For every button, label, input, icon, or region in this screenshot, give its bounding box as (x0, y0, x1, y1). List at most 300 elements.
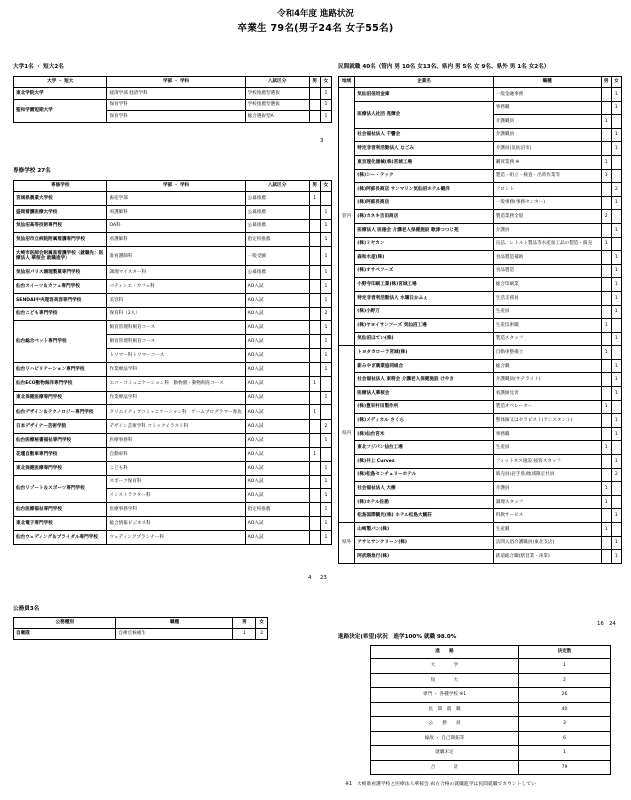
male-count: 1 (601, 155, 611, 169)
univ-table (13, 76, 332, 123)
female-count: 1 (320, 111, 331, 123)
job-type: 介護員(気仙沼市) (493, 142, 601, 156)
table-row (14, 629, 268, 640)
table-row (339, 210, 622, 224)
department: 調理マイスター科 (107, 266, 245, 280)
female-count: 1 (611, 223, 621, 237)
department: こども科 (107, 461, 245, 475)
table-row (339, 291, 622, 305)
table-row (14, 321, 332, 335)
female-count (320, 376, 331, 391)
admission-type: AO入試 (245, 391, 309, 405)
admission-type: 公募推薦 (245, 219, 309, 233)
male-count (309, 516, 320, 530)
school-name: SENDAI中央理容美容専門学校 (14, 293, 107, 307)
male-count (601, 509, 611, 523)
male-count (309, 461, 320, 475)
department: クリエイティブコミュニケーション科 ゲームプログラマー専攻 (107, 405, 245, 420)
female-count (320, 192, 331, 206)
department: 看護師科 (107, 233, 245, 247)
male-count (601, 305, 611, 319)
company-name: 社会福祉法人 千響会 (355, 128, 493, 142)
school-name: 宮城県農業大学校 (14, 192, 107, 206)
koumu-table (13, 617, 268, 640)
school-name: 聖和学園短期大学 (14, 99, 107, 122)
department: 飼育管理科飼育コース (107, 321, 245, 335)
admission-type: AO入試 (245, 461, 309, 475)
admission-type: AO入試 (245, 279, 309, 293)
table-row (339, 441, 622, 455)
job-type: フロント (493, 183, 601, 197)
minkan-total-male: 16 (597, 621, 604, 627)
job-type: 購買業務 ※ (493, 155, 601, 169)
company-name: 特定非営利活動法人 水曜日かふぇ (355, 291, 493, 305)
path-label: 民 間 就 職 (371, 702, 519, 717)
page-title: 令和4年度 進路状況 (277, 9, 354, 19)
male-count: 1 (309, 405, 320, 420)
table-row (339, 346, 622, 360)
female-count (611, 346, 621, 360)
table-row (339, 223, 622, 237)
job-type: 看護師見習 (493, 387, 601, 401)
department: 准看護師科 (107, 247, 245, 266)
female-count: 1 (611, 142, 621, 156)
admission-type: 一般受験 (245, 247, 309, 266)
school-name: 仙台リハビリテーション専門学校 (14, 362, 107, 376)
female-count: 1 (320, 516, 331, 530)
admission-type: 学校推薦型選抜 (245, 88, 309, 100)
female-count: 1 (611, 101, 621, 115)
table-row (371, 702, 611, 717)
female-count: 1 (611, 427, 621, 441)
male-count (309, 111, 320, 123)
female-count: 2 (320, 420, 331, 434)
table-row (14, 434, 332, 448)
female-count: 2 (256, 629, 268, 640)
school-name: 東北学院大学 (14, 88, 107, 100)
company-name: 東京理化器械(株)宮城工場 (355, 155, 493, 169)
admission-type: AO入試 (245, 434, 309, 448)
company-name: 小野寺印刷工業(株)宮城工場 (355, 278, 493, 292)
female-count: 2 (611, 183, 621, 197)
table-row (339, 88, 622, 102)
table-row (339, 387, 622, 401)
table-row (14, 362, 332, 376)
male-count (309, 391, 320, 405)
female-count: 1 (320, 335, 331, 349)
female-count: 1 (320, 219, 331, 233)
admission-type: AO入試 (245, 489, 309, 503)
female-count: 1 (611, 291, 621, 305)
company-name: 松島国際観光(株) ホテル松島大観荘 (355, 509, 493, 523)
department: 医療事務学科 (107, 503, 245, 517)
table-row (14, 461, 332, 475)
table-row (339, 455, 622, 469)
male-count: 1 (601, 169, 611, 183)
job-type: 食品製造 (493, 264, 601, 278)
female-count: 1 (611, 264, 621, 278)
female-count: 1 (611, 455, 621, 469)
admission-type: 指定校推薦 (245, 503, 309, 517)
admission-type: AO入試 (245, 376, 309, 391)
male-count (309, 530, 320, 544)
company-name: (株)メディカル さくら (355, 414, 493, 428)
company-name: (株)カネキ吉田商店 (355, 210, 493, 224)
school-name: 気仙沼市立病院附属看護専門学校 (14, 233, 107, 247)
male-count: 1 (601, 319, 611, 333)
female-count: 1 (611, 509, 621, 523)
table-row (14, 192, 332, 206)
service-type: 自衛隊 (14, 629, 116, 640)
male-count: 1 (601, 482, 611, 496)
school-name: 仙台医療福祉専門学校 (14, 503, 107, 517)
table-row (14, 530, 332, 544)
table-row (339, 183, 622, 197)
table-row (339, 523, 622, 537)
female-count: 1 (611, 373, 621, 387)
female-count: 1 (611, 278, 621, 292)
female-count: 1 (320, 434, 331, 448)
table-row (339, 550, 622, 564)
female-count: 1 (611, 536, 621, 550)
path-label: 就職未定 (371, 746, 519, 761)
male-count (601, 101, 611, 115)
female-count: 1 (320, 475, 331, 489)
department: 作業療法学科 (107, 362, 245, 376)
company-name: (株)井上 Curves (355, 455, 493, 469)
male-count (309, 362, 320, 376)
univ-section-title: 大学1名 ・ 短大2名 (13, 64, 64, 70)
department: 美容科 (107, 293, 245, 307)
male-count (601, 142, 611, 156)
table-row (14, 205, 332, 219)
table-row (339, 414, 622, 428)
region-label: 管内 (339, 88, 355, 346)
table-row (339, 482, 622, 496)
path-label: 縁故 ・ 自己開拓等 (371, 731, 519, 746)
male-count (309, 293, 320, 307)
male-count (309, 335, 320, 349)
male-count (601, 359, 611, 373)
job-type: 訪問入浴介護職員(東北支店) (493, 536, 601, 550)
male-count (309, 279, 320, 293)
table-row (339, 332, 622, 346)
company-name: 医療法人華桜会 (355, 387, 493, 401)
school-name: 仙台スイーツ＆カフェ専門学校 (14, 279, 107, 293)
department: 保育科（2人） (107, 307, 245, 321)
female-count: 2 (611, 468, 621, 482)
admission-type: AO入試 (245, 405, 309, 420)
minkan-section-title: 民間就職 40名（管内 男 10名 女13名、県内 男 5名 女 9名、県外 男 1名 女2名） (338, 64, 550, 70)
company-name: 森和水産(株) (355, 251, 493, 265)
female-count: 1 (320, 348, 331, 362)
department: デザイン芸術学科 コミックイラスト科 (107, 420, 245, 434)
table-row (371, 688, 611, 703)
department: エコ・コミュニケーション科 動物園・動物飼育コース (107, 376, 245, 391)
job-type: 整体師又はセラピスト(アシスタント) (493, 414, 601, 428)
department: 医療事務科 (107, 434, 245, 448)
admission-type: AO入試 (245, 307, 309, 321)
male-count (601, 550, 611, 564)
school-name: 仙台リゾート＆スポーツ専門学校 (14, 475, 107, 503)
table-row (339, 264, 622, 278)
female-count: 1 (320, 279, 331, 293)
female-count (611, 482, 621, 496)
company-name: 社会福祉法人 大樹 (355, 482, 493, 496)
path-count: 1 (519, 746, 611, 761)
koumu-header-type: 公務種別 (14, 618, 116, 629)
male-count (601, 387, 611, 401)
table-row (371, 746, 611, 761)
male-count: 1 (309, 447, 320, 461)
admission-type: AO入試 (245, 335, 309, 349)
path-label: 専門 ・ 各種学校 ※1 (371, 688, 519, 703)
admission-type: AO入試 (245, 475, 309, 489)
female-count: 1 (320, 321, 331, 335)
table-row (14, 233, 332, 247)
school-name: 仙台こども専門学校 (14, 307, 107, 321)
table-row (14, 279, 332, 293)
path-label: 大 学 (371, 659, 519, 674)
male-count (601, 251, 611, 265)
region-label: 県内 (339, 346, 355, 523)
admission-type: 学校推薦型選抜 (245, 99, 309, 111)
table-row (14, 447, 332, 461)
female-count (611, 319, 621, 333)
male-count (601, 536, 611, 550)
table-row (371, 717, 611, 732)
job-type: 調理スタッフ (493, 495, 601, 509)
female-count: 1 (611, 88, 621, 102)
path-count: 3 (519, 717, 611, 732)
table-row (339, 196, 622, 210)
summary-table (370, 645, 611, 775)
summary-footnote: ※1 大崎准看護学校と医療法人華桜会 両方合格の就職進学は民間就職でカウントしてい (345, 782, 536, 787)
male-count (601, 183, 611, 197)
female-count: 2 (320, 307, 331, 321)
company-name: 山崎製パン(株) (355, 523, 493, 537)
department: 保育学科 (107, 99, 245, 111)
job-type: 自動車整備士 (493, 346, 601, 360)
male-count (601, 468, 611, 482)
job-type: 製造・組立・検査・出荷作業等 (493, 169, 601, 183)
school-name: 日本デザイナー芸術学院 (14, 420, 107, 434)
company-name: 阿武隈急行(株) (355, 550, 493, 564)
department: 畜産学部 (107, 192, 245, 206)
table-row (339, 128, 622, 142)
admission-type: 指定校推薦 (245, 233, 309, 247)
job-type: 事務職 (493, 101, 601, 115)
female-count: 1 (611, 359, 621, 373)
male-count: 1 (309, 192, 320, 206)
department: 看護師科 (107, 205, 245, 219)
table-row (14, 405, 332, 420)
admission-type: AO入試 (245, 530, 309, 544)
senmon-header-dept: 学部 ・ 学科 (107, 181, 245, 192)
table-row (371, 731, 611, 746)
female-count: 1 (611, 251, 621, 265)
company-name: (株)ホテル佐勘 (355, 495, 493, 509)
job-type: 総合職 (493, 359, 601, 373)
female-count: 1 (320, 233, 331, 247)
female-count: 1 (611, 305, 621, 319)
table-row (339, 509, 622, 523)
male-count (601, 373, 611, 387)
school-name: 東北保健医療専門学校 (14, 391, 107, 405)
male-count: 1 (309, 376, 320, 391)
job-type: 一般金融事務 (493, 88, 601, 102)
company-name: 気仙沼信用金庫 (355, 88, 493, 102)
female-count: 1 (320, 530, 331, 544)
school-name: 気仙沼高等技術専門校 (14, 219, 107, 233)
male-count (309, 247, 320, 266)
admission-type: AO入試 (245, 293, 309, 307)
admission-type: AO入試 (245, 321, 309, 335)
univ-total: 3 (320, 138, 324, 144)
male-count (309, 321, 320, 335)
senmon-header-kind: 入試区分 (245, 181, 309, 192)
male-count (601, 196, 611, 210)
table-row (14, 376, 332, 391)
female-count: 1 (320, 88, 331, 100)
table-row (371, 659, 611, 674)
job-type: 食品製造補助 (493, 251, 601, 265)
female-count (611, 210, 621, 224)
job-type: 製造業務全般 (493, 210, 601, 224)
company-name: 社会福祉法人 東萌会 介護老人保健施設 けやき (355, 373, 493, 387)
minkan-header-company: 企業名 (355, 77, 493, 88)
table-row (339, 305, 622, 319)
male-count: 1 (601, 523, 611, 537)
company-name: (株)豊栄村田製作所 (355, 400, 493, 414)
company-name: (株)阿部長商店 サンマリン気仙沼ホテル観洋 (355, 183, 493, 197)
job-type: 生産職 (493, 523, 601, 537)
female-count: 1 (320, 362, 331, 376)
table-row (339, 169, 622, 183)
company-name: (株)オサベフーズ (355, 264, 493, 278)
job-type: 生産員 (493, 441, 601, 455)
table-row (14, 516, 332, 530)
school-name: 大崎市医師会附属准看護学校（就職先：医療法人 華桜会 就職進学） (14, 247, 107, 266)
table-row (14, 88, 332, 100)
admission-type: AO入試 (245, 362, 309, 376)
male-count (601, 455, 611, 469)
male-count: 1 (601, 495, 611, 509)
male-count (601, 278, 611, 292)
male-count (601, 332, 611, 346)
female-count (611, 441, 621, 455)
male-count (309, 434, 320, 448)
job-type: 事務職 (493, 427, 601, 441)
company-name: (株)阿部長商店 (355, 196, 493, 210)
male-count (309, 88, 320, 100)
school-name: 盛岡看護医療大学校 (14, 205, 107, 219)
school-name: 花壇自動車専門学校 (14, 447, 107, 461)
table-row (339, 142, 622, 156)
table-row (339, 251, 622, 265)
male-count (601, 264, 611, 278)
department: 経済学部 経済学科 (107, 88, 245, 100)
female-count (611, 155, 621, 169)
table-row (339, 373, 622, 387)
table-row (339, 155, 622, 169)
female-count (320, 405, 331, 420)
path-count: 40 (519, 702, 611, 717)
table-row (371, 760, 611, 775)
company-name: 新みやぎ農業協同組合 (355, 359, 493, 373)
senmon-table (13, 180, 332, 545)
school-name: 仙台デザイン＆テクノロジー専門学校 (14, 405, 107, 420)
table-row (339, 319, 622, 333)
koumu-header-male: 男 (233, 618, 256, 629)
male-count: 1 (601, 441, 611, 455)
company-name: (株)シー・テック (355, 169, 493, 183)
minkan-table (338, 76, 622, 564)
senmon-header-female: 女 (320, 181, 331, 192)
table-row (339, 237, 622, 251)
male-count (309, 420, 320, 434)
path-count: 1 (519, 659, 611, 674)
page-subtitle: 卒業生 79名(男子24名 女子55名) (237, 23, 394, 34)
department: 総合情報ビジネス科 (107, 516, 245, 530)
table-row (14, 247, 332, 266)
male-count (309, 205, 320, 219)
female-count (611, 237, 621, 251)
female-count: 1 (320, 503, 331, 517)
male-count (601, 88, 611, 102)
female-count: 1 (611, 387, 621, 401)
department: トリマー科トリマーコース (107, 348, 245, 362)
school-name: 仙台総合ペット専門学校 (14, 321, 107, 362)
male-count (309, 233, 320, 247)
path-label: 短 大 (371, 673, 519, 688)
job-type: 料飲サービス (493, 509, 601, 523)
path-count: 79 (519, 760, 611, 775)
path-count: 6 (519, 731, 611, 746)
table-row (339, 495, 622, 509)
univ-header-dept: 学部 ・ 学科 (107, 77, 245, 88)
admission-type: AO入試 (245, 447, 309, 461)
job-type: 鉄道総合職(駅営業・車掌) (493, 550, 601, 564)
table-row (14, 391, 332, 405)
company-name: (株)小野万 (355, 305, 493, 319)
company-name: 医療法人社団 晃輝会 (355, 101, 493, 128)
table-row (339, 359, 622, 373)
senmon-header-male: 男 (309, 181, 320, 192)
female-count: 1 (611, 414, 621, 428)
admission-type: 総合選抜型A (245, 111, 309, 123)
senmon-header-name: 専修学校 (14, 181, 107, 192)
female-count: 1 (320, 461, 331, 475)
minkan-total-female: 24 (609, 621, 616, 627)
school-name: 仙台医療秘書福祉専門学校 (14, 434, 107, 448)
table-row (371, 673, 611, 688)
company-name: (株)松島センチュリーホテル (355, 468, 493, 482)
male-count (309, 266, 320, 280)
table-row (339, 101, 622, 115)
male-count: 1 (601, 400, 611, 414)
male-count: 1 (601, 346, 611, 360)
company-name: アサヒサンクリーン(株) (355, 536, 493, 550)
table-row (339, 400, 622, 414)
minkan-header-female: 女 (611, 77, 621, 88)
path-label: 合 計 (371, 760, 519, 775)
department: ウェディングプランナー科 (107, 530, 245, 544)
admission-type: AO入試 (245, 348, 309, 362)
table-row (14, 266, 332, 280)
job-type: 製造スタッフ (493, 332, 601, 346)
summary-section-title: 進路決定(希望)状況 進学100% 就職 98.0% (338, 634, 457, 640)
